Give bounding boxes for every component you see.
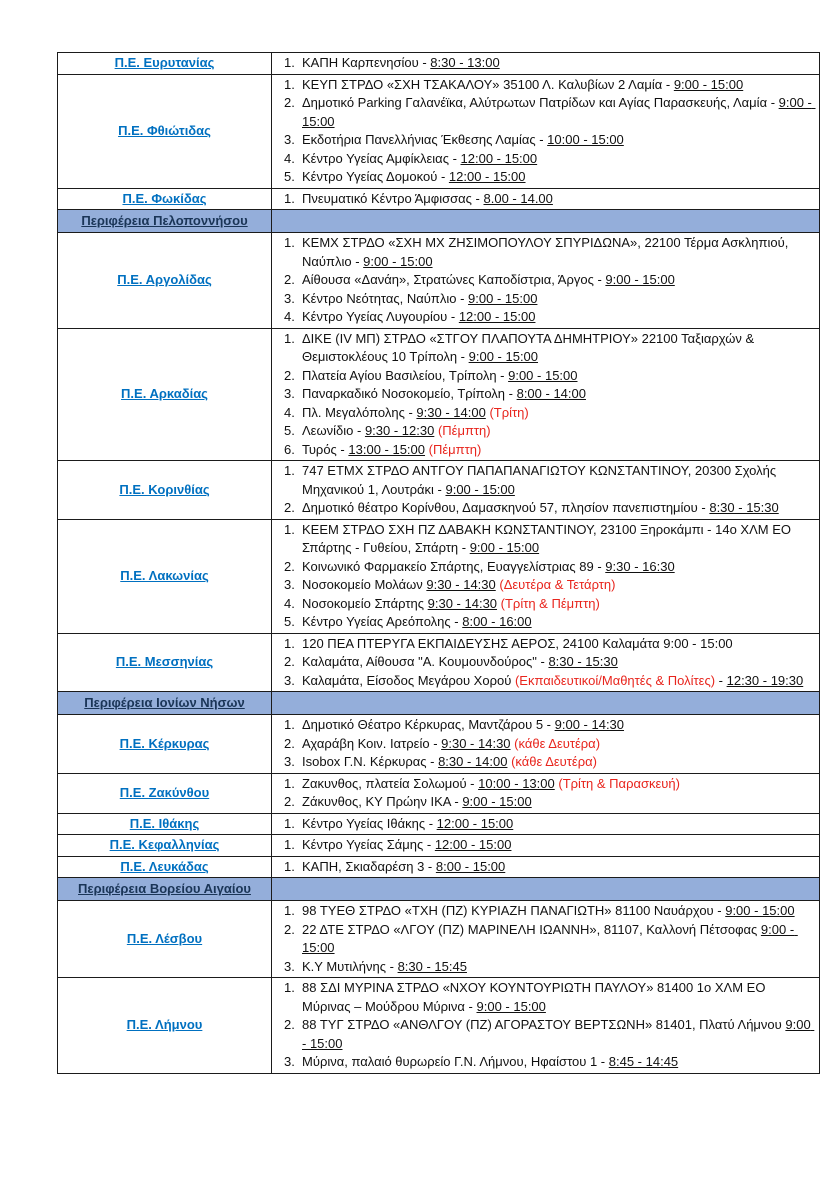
hours-text: 8.00 - 14.00 [483, 190, 553, 206]
item-text [302, 775, 817, 794]
item-text [302, 613, 817, 632]
item-number: 1. [284, 980, 295, 995]
location-text: 98 ΤΥΕΘ ΣΤΡΔΟ «ΤΧΗ (ΠΖ) ΚΥΡΙΑΖΗ ΠΑΝΑΓΙΩΤΗ» 81100 Ναυάρχου - [302, 903, 726, 918]
item-number: 2. [284, 794, 295, 809]
locations-cell [272, 856, 820, 878]
location-item [274, 462, 817, 499]
location-text: Μύρινα, παλαιό θυρωρείο Γ.Ν. Λήμνου, Ηφαίστου 1 - [302, 1054, 609, 1069]
item-text [302, 131, 817, 150]
location-text: Ζακυνθος, πλατεία Σολωμού - [302, 775, 479, 791]
region-name-cell [58, 233, 272, 329]
location-text: Κ.Υ Μυτιλήνης - [302, 958, 398, 974]
item-text [302, 94, 817, 131]
region-link[interactable]: Π.Ε. Κεφαλληνίας [109, 837, 220, 852]
day-note: (Πέμπτη) [428, 441, 482, 457]
location-text: Νοσοκομείο Μολάων [302, 577, 427, 592]
location-item [274, 595, 817, 614]
location-text: Ζάκυνθος, ΚΥ Πρώην ΙΚΑ - [302, 794, 463, 809]
item-number: 3. [284, 290, 295, 306]
location-item [274, 921, 817, 958]
region-name-cell [58, 53, 272, 75]
location-text: - [715, 672, 727, 688]
hours-text: 13:00 - 15:00 [348, 441, 426, 457]
location-text: 88 ΣΔΙ ΜΥΡΙΝΑ ΣΤΡΔΟ «ΝΧΟΥ ΚΟΥΝΤΟΥΡΙΩΤΗ ΠΑΥΛΟΥ» 81400 1ο ΧΛΜ ΕΟ Μύρινας – Μούδρου Μύρινα - [302, 980, 770, 1014]
item-number: 2. [284, 654, 295, 669]
location-text: Πλατεία Αγίου Βασιλείου, Τρίπολη - [302, 367, 509, 383]
item-number: 2. [284, 921, 295, 937]
location-text: Κέντρο Υγείας Σάμης - [302, 837, 435, 852]
location-item [274, 441, 817, 460]
item-text [302, 836, 817, 855]
locations-cell [272, 74, 820, 188]
location-text: Κέντρο Υγείας Ιθάκης - [302, 815, 437, 831]
location-text: Κοινωνικό Φαρμακείο Σπάρτης, Ευαγγελίστριας 89 - [302, 558, 606, 574]
locations-cell [272, 53, 820, 75]
hours-text: 8:00 - 14:00 [516, 386, 586, 401]
item-number: 4. [284, 150, 295, 166]
day-note: (Εκπαιδευτικοί/Μαθητές & Πολίτες) [514, 672, 716, 688]
region-row [58, 53, 820, 75]
hours-text: 9:00 - 15:00 [725, 903, 795, 918]
location-text: Κέντρο Υγείας Λυγουρίου - [302, 309, 459, 324]
item-text [302, 150, 817, 169]
hours-text: 9:00 - 15:00 [363, 253, 433, 269]
item-number: 5. [284, 169, 295, 184]
region-link[interactable]: Π.Ε. Κορινθίας [119, 481, 210, 497]
hours-text: 9:00 - 15:00 [469, 540, 540, 555]
location-text: Καλαμάτα, Είσοδος Μεγάρου Χορού [302, 672, 515, 688]
schedule-table-body [58, 53, 820, 1074]
day-note: (Τρίτη & Παρασκευή) [558, 775, 680, 791]
item-text [302, 462, 817, 499]
hours-text: 9:30 - 12:30 [364, 423, 435, 438]
hours-text: 9:30 - 14:00 [416, 404, 486, 420]
item-number: 1. [284, 76, 295, 92]
day-note: (Δευτέρα & Τετάρτη) [499, 577, 616, 592]
region-link[interactable]: Π.Ε. Λακωνίας [120, 567, 209, 583]
region-row [58, 856, 820, 878]
location-item [274, 902, 817, 921]
location-item [274, 815, 817, 834]
item-number: 2. [284, 272, 295, 287]
region-link[interactable]: Π.Ε. Κέρκυρας [119, 735, 210, 751]
hours-text: 9:00 - 15:00 [302, 95, 816, 129]
section-heading: Περιφέρεια Ιονίων Νήσων [84, 694, 245, 710]
location-item [274, 308, 817, 327]
region-link[interactable]: Π.Ε. Αρκαδίας [121, 386, 208, 401]
location-item [274, 271, 817, 290]
item-text [302, 308, 817, 327]
item-number: 5. [284, 423, 295, 438]
region-name-cell [58, 461, 272, 520]
item-text [302, 979, 817, 1016]
item-text [302, 921, 817, 958]
item-number: 1. [284, 463, 295, 478]
region-link[interactable]: Π.Ε. Λέσβου [126, 930, 203, 946]
location-item [274, 613, 817, 632]
location-text: ΚΕΥΠ ΣΤΡΔΟ «ΣΧΗ ΤΣΑΚΑΛΟΥ» 35100 Λ. Καλυβίων 2 Λαμία - [302, 76, 674, 92]
region-row [58, 461, 820, 520]
hours-text: 9:00 - 15:00 [605, 272, 675, 287]
region-row [58, 813, 820, 835]
item-number: 3. [284, 1054, 295, 1069]
section-empty-cell [272, 692, 820, 715]
location-item [274, 635, 817, 654]
region-name-cell [58, 978, 272, 1074]
item-number: 1. [284, 235, 295, 250]
day-note: (Πέμπτη) [437, 423, 491, 438]
item-text [302, 441, 817, 460]
schedule-table [57, 52, 820, 1074]
item-number: 3. [284, 132, 295, 147]
region-link[interactable]: Π.Ε. Μεσσηνίας [115, 654, 214, 669]
location-item [274, 793, 817, 812]
item-text [302, 576, 817, 595]
item-number: 2. [284, 735, 295, 751]
region-row [58, 835, 820, 857]
item-number: 1. [284, 635, 295, 651]
location-item [274, 716, 817, 735]
hours-text: 9:00 - 15:00 [462, 794, 532, 809]
hours-text: 12:30 - 19:30 [726, 672, 804, 688]
item-number: 1. [284, 521, 295, 537]
region-name-cell [58, 773, 272, 813]
region-link[interactable]: Π.Ε. Αργολίδας [117, 272, 212, 287]
location-item [274, 234, 817, 271]
hours-text: 12:00 - 15:00 [434, 837, 512, 852]
day-note: (Τρίτη & Πέμπτη) [500, 595, 600, 611]
region-row [58, 715, 820, 774]
item-number: 2. [284, 95, 295, 110]
location-item [274, 367, 817, 386]
item-text [302, 958, 817, 977]
region-row [58, 328, 820, 461]
hours-text: 8:45 - 14:45 [608, 1054, 679, 1069]
item-number: 2. [284, 558, 295, 574]
region-name-cell [58, 633, 272, 692]
location-item [274, 190, 817, 209]
item-text [302, 76, 817, 95]
hours-text: 12:00 - 15:00 [458, 309, 536, 324]
item-text [302, 367, 817, 386]
region-name-cell [58, 328, 272, 461]
location-item [274, 576, 817, 595]
location-item [274, 521, 817, 558]
location-text: Isobox Γ.Ν. Κέρκυρας - [302, 754, 439, 769]
item-number: 2. [284, 500, 295, 515]
location-text: 88 ΤΥΓ ΣΤΡΔΟ «ΑΝΘΛΓΟΥ (ΠΖ) ΑΓΟΡΑΣΤΟΥ ΒΕΡΤΣΩΝΗ» 81401, Πλατύ Λήμνου [302, 1017, 786, 1032]
location-text: Καλαμάτα, Αίθουσα "Α. Κουμουνδούρος" - [302, 654, 549, 669]
hours-text: 12:00 - 15:00 [460, 150, 538, 166]
location-text: Κέντρο Υγείας Αρεόπολης - [302, 614, 463, 629]
section-row [58, 878, 820, 901]
item-number: 1. [284, 55, 295, 70]
item-text [302, 168, 817, 187]
hours-text: 9:00 - 14:30 [554, 717, 625, 732]
item-text [302, 558, 817, 577]
location-item [274, 385, 817, 404]
location-item [274, 1016, 817, 1053]
locations-cell [272, 233, 820, 329]
region-name-cell [58, 856, 272, 878]
item-number: 3. [284, 672, 295, 688]
item-text [302, 793, 817, 812]
item-text [302, 385, 817, 404]
section-empty-cell [272, 878, 820, 901]
region-name-cell [58, 835, 272, 857]
locations-cell [272, 188, 820, 210]
item-number: 1. [284, 815, 295, 831]
item-text [302, 716, 817, 735]
location-text: ΚΑΠΗ, Σκιαδαρέση 3 - [302, 858, 436, 874]
day-note: (κάθε Δευτέρα) [514, 735, 601, 751]
item-text [302, 1016, 817, 1053]
item-text [302, 330, 817, 367]
location-text: Πλ. Μεγαλόπολης - [302, 404, 417, 420]
day-note: (Τρίτη) [489, 404, 529, 420]
location-item [274, 653, 817, 672]
section-heading: Περιφέρεια Πελοποννήσου [81, 212, 248, 228]
region-link[interactable]: Π.Ε. Λήμνου [126, 1017, 203, 1032]
item-text [302, 521, 817, 558]
hours-text: 8:30 - 15:30 [709, 500, 779, 515]
item-number: 1. [284, 903, 295, 918]
day-note: (κάθε Δευτέρα) [511, 754, 597, 769]
section-heading-cell [58, 878, 272, 901]
section-row [58, 210, 820, 233]
location-text: Αίθουσα «Δανάη», Στρατώνες Καποδίστρια, Άργος - [302, 272, 606, 287]
item-text [302, 902, 817, 921]
item-number: 4. [284, 595, 295, 611]
location-text: Κέντρο Νεότητας, Ναύπλιο - [302, 290, 469, 306]
section-heading-cell [58, 692, 272, 715]
section-empty-cell [272, 210, 820, 233]
location-text: 22 ΔΤΕ ΣΤΡΔΟ «ΛΓΟΥ (ΠΖ) ΜΑΡΙΝΕΛΗ ΙΩΑΝΝΗ», 81107, Καλλονή Πέτσοφας [302, 921, 761, 937]
item-text [302, 595, 817, 614]
location-item [274, 499, 817, 518]
hours-text: 9:30 - 16:30 [605, 558, 675, 574]
location-text: Λεωνίδιο - [302, 423, 365, 438]
location-item [274, 168, 817, 187]
location-item [274, 672, 817, 691]
hours-text: 8:00 - 15:00 [435, 858, 506, 874]
item-text [302, 753, 817, 772]
region-name-cell [58, 715, 272, 774]
region-row [58, 773, 820, 813]
hours-text: 9:00 - 15:00 [302, 921, 798, 955]
hours-text: 9:00 - 15:00 [476, 998, 546, 1014]
hours-text: 9:00 - 15:00 [508, 367, 578, 383]
hours-text: 9:30 - 14:30 [441, 735, 511, 751]
locations-cell [272, 633, 820, 692]
item-text [302, 1053, 817, 1072]
locations-cell [272, 835, 820, 857]
hours-text: 12:00 - 15:00 [448, 169, 526, 184]
item-text [302, 290, 817, 309]
region-link[interactable]: Π.Ε. Ευρυτανίας [114, 55, 215, 70]
item-text [302, 190, 817, 209]
location-item [274, 290, 817, 309]
region-row [58, 519, 820, 633]
location-item [274, 94, 817, 131]
location-text: Δημοτικό Parking Γαλανέϊκα, Αλύτρωτων Πατρίδων και Αγίας Παρασκευής, Λαμία - [302, 95, 779, 110]
item-number: 2. [284, 367, 295, 383]
region-name-cell [58, 901, 272, 978]
location-item [274, 858, 817, 877]
item-text [302, 54, 817, 73]
region-link[interactable]: Π.Ε. Φθιώτιδας [118, 122, 211, 138]
hours-text: 9:00 - 15:00 [468, 349, 539, 364]
location-item [274, 330, 817, 367]
item-number: 3. [284, 754, 295, 769]
locations-cell [272, 519, 820, 633]
item-text [302, 234, 817, 271]
item-text [302, 815, 817, 834]
hours-text: 8:30 - 13:00 [430, 55, 500, 70]
locations-cell [272, 901, 820, 978]
location-item [274, 836, 817, 855]
location-item [274, 1053, 817, 1072]
section-heading: Περιφέρεια Βορείου Αιγαίου [78, 880, 251, 896]
item-text [302, 422, 817, 441]
item-number: 3. [284, 386, 295, 401]
region-row [58, 188, 820, 210]
location-item [274, 422, 817, 441]
locations-cell [272, 328, 820, 461]
region-row [58, 978, 820, 1074]
location-text: Τυρός - [302, 441, 349, 457]
location-item [274, 76, 817, 95]
hours-text: 8:30 - 15:45 [397, 958, 467, 974]
location-text: ΚΑΠΗ Καρπενησίου - [302, 55, 431, 70]
hours-text: 9:00 - 15:00 [673, 76, 744, 92]
region-link[interactable]: Π.Ε. Λευκάδας [120, 858, 209, 874]
location-item [274, 558, 817, 577]
location-item [274, 775, 817, 794]
location-text: ΔΙΚΕ (ΙV ΜΠ) ΣΤΡΔΟ «ΣΤΓΟΥ ΠΛΑΠΟΥΤΑ ΔΗΜΗΤΡΙΟΥ» 22100 Ταξιαρχών & Θεμιστοκλέους 10 Τρίπολη - [302, 330, 758, 364]
item-text [302, 404, 817, 423]
item-number: 1. [284, 858, 295, 874]
location-item [274, 131, 817, 150]
region-row [58, 633, 820, 692]
item-number: 6. [284, 441, 295, 457]
item-number: 1. [284, 717, 295, 732]
location-text: ΚΕΕΜ ΣΤΡΔΟ ΣΧΗ ΠΖ ΔΑΒΑΚΗ ΚΩΝΣΤΑΝΤΙΝΟΥ, 23100 Ξηροκάμπι - 14ο ΧΛΜ ΕΟ Σπάρτης - Γυθείου, Σπάρτη - [302, 521, 795, 555]
section-row [58, 692, 820, 715]
item-number: 4. [284, 404, 295, 420]
location-text: Δημοτικό θέατρο Κορίνθου, Δαμασκηνού 57, πλησίον πανεπιστημίου - [302, 500, 710, 515]
location-text: 120 ΠΕΑ ΠΤΕΡΥΓΑ ΕΚΠΑΙΔΕΥΣΗΣ ΑΕΡΟΣ, 24100 Καλαμάτα 9:00 - 15:00 [302, 635, 733, 651]
location-item [274, 753, 817, 772]
location-item [274, 735, 817, 754]
region-row [58, 74, 820, 188]
item-text [302, 735, 817, 754]
item-number: 1. [284, 330, 295, 346]
location-item [274, 958, 817, 977]
region-name-cell [58, 519, 272, 633]
location-text: Αχαράβη Κοιν. Ιατρείο - [302, 735, 442, 751]
item-number: 2. [284, 1017, 295, 1032]
locations-cell [272, 978, 820, 1074]
region-link[interactable]: Π.Ε. Φωκίδας [122, 190, 207, 206]
location-text: Κέντρο Υγείας Δομοκού - [302, 169, 449, 184]
item-text [302, 858, 817, 877]
location-item [274, 979, 817, 1016]
item-text [302, 271, 817, 290]
item-text [302, 499, 817, 518]
location-text: Κέντρο Υγείας Αμφίκλειας - [302, 150, 461, 166]
section-heading-cell [58, 210, 272, 233]
locations-cell [272, 715, 820, 774]
hours-text: 8:00 - 16:00 [462, 614, 532, 629]
region-name-cell [58, 188, 272, 210]
region-link[interactable]: Π.Ε. Ζακύνθου [119, 784, 210, 800]
region-row [58, 233, 820, 329]
location-text: Νοσοκομείο Σπάρτης [302, 595, 428, 611]
hours-text: 8:30 - 15:30 [548, 654, 618, 669]
location-text: 747 ΕΤΜΧ ΣΤΡΔΟ ΑΝΤΓΟΥ ΠΑΠΑΠΑΝΑΓΙΩΤΟΥ ΚΩΝΣΤΑΝΤΙΝΟΥ, 20300 Σχολής Μηχανικού 1, Λουτράκι - [302, 463, 780, 497]
item-text [302, 653, 817, 672]
location-text: ΚΕΜΧ ΣΤΡΔΟ «ΣΧΗ ΜΧ ΖΗΣΙΜΟΠΟΥΛΟΥ ΣΠΥΡΙΔΩΝΑ», 22100 Τέρμα Ασκληπιού, Ναύπλιο - [302, 235, 792, 269]
location-item [274, 404, 817, 423]
region-row [58, 901, 820, 978]
hours-text: 9:30 - 14:30 [427, 595, 498, 611]
item-number: 1. [284, 190, 295, 206]
region-link[interactable]: Π.Ε. Ιθάκης [129, 815, 200, 831]
item-number: 1. [284, 837, 295, 852]
item-number: 5. [284, 614, 295, 629]
location-text: Παναρκαδικό Νοσοκομείο, Τρίπολη - [302, 386, 517, 401]
hours-text: 10:00 - 15:00 [547, 132, 624, 147]
locations-cell [272, 813, 820, 835]
location-text: Πνευματικό Κέντρο Άμφισσας - [302, 190, 484, 206]
hours-text: 9:00 - 15:00 [468, 290, 538, 306]
location-item [274, 54, 817, 73]
item-text [302, 635, 817, 654]
hours-text: 8:30 - 14:00 [438, 754, 508, 769]
item-number: 3. [284, 958, 295, 974]
locations-cell [272, 461, 820, 520]
item-number: 1. [284, 775, 295, 791]
region-name-cell [58, 74, 272, 188]
region-name-cell [58, 813, 272, 835]
hours-text: 9:00 - 15:00 [445, 481, 515, 497]
hours-text: 12:00 - 15:00 [436, 815, 514, 831]
location-text: Εκδοτήρια Πανελλήνιας Έκθεσης Λαμίας - [302, 132, 548, 147]
hours-text: 9:00 - 15:00 [302, 1017, 815, 1051]
location-item [274, 150, 817, 169]
location-text: Δημοτικό Θέατρο Κέρκυρας, Μαντζάρου 5 - [302, 717, 555, 732]
item-number: 4. [284, 309, 295, 324]
hours-text: 10:00 - 13:00 [478, 775, 555, 791]
hours-text: 9:30 - 14:30 [426, 577, 496, 592]
item-number: 3. [284, 577, 295, 592]
item-text [302, 672, 817, 691]
locations-cell [272, 773, 820, 813]
